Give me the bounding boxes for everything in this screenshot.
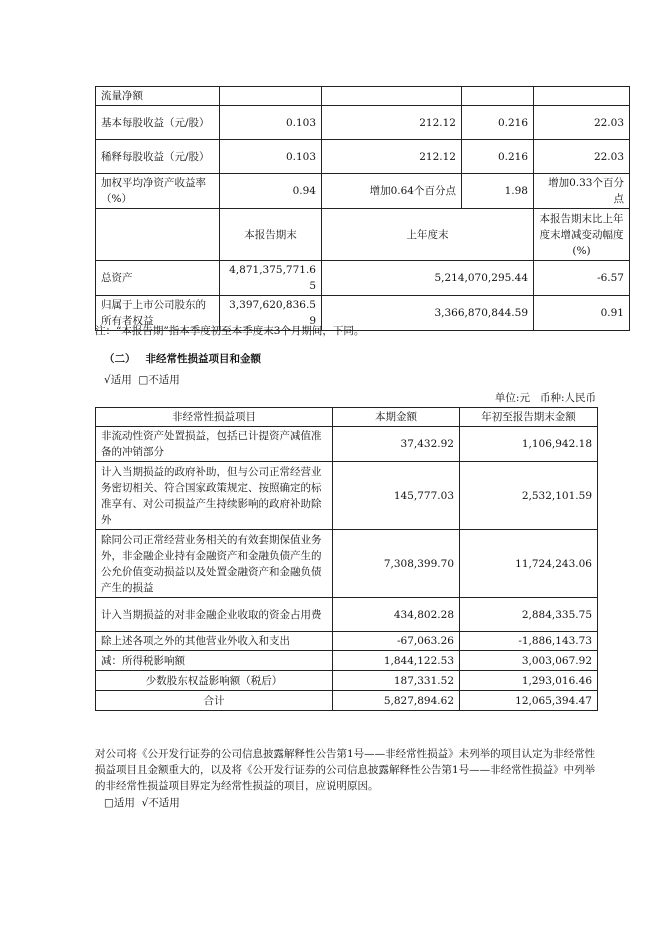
table-cell: 3,397,620,836.59	[220, 296, 322, 331]
current-cell: -67,063.26	[333, 632, 460, 651]
table-cell: 0.216	[462, 106, 534, 140]
check-mark-icon: √	[104, 374, 111, 386]
current-cell: 187,331.52	[333, 671, 460, 691]
table-cell: 0.91	[534, 296, 630, 331]
item-cell: 减：所得税影响额	[96, 651, 333, 671]
table-row	[96, 651, 598, 671]
check-mark-icon: √	[141, 797, 149, 809]
ytd-cell: 1,293,016.46	[460, 671, 598, 691]
current-cell: 1,844,122.53	[333, 651, 460, 671]
table-cell	[322, 87, 462, 106]
section-title	[104, 351, 261, 367]
ytd-cell: -1,886,143.73	[460, 632, 598, 651]
ytd-cell: 11,724,243.06	[460, 530, 598, 598]
table-cell: 212.12	[322, 106, 462, 140]
col-header-item: 非经常性损益项目	[96, 408, 333, 427]
table-row	[96, 671, 598, 691]
table-row	[96, 530, 598, 598]
total-label-cell: 合计	[96, 691, 333, 711]
table-cell	[220, 87, 322, 106]
table-cell: 增加0.33个百分点	[534, 174, 630, 209]
table-row	[96, 598, 598, 632]
table-row	[96, 87, 630, 106]
col-header-prior-year-end: 上年度末	[322, 209, 534, 261]
table-row	[96, 427, 598, 462]
unit-currency-line: 单位:元 币种:人民币	[494, 392, 596, 404]
table-cell: 增加0.64个百分点	[322, 174, 462, 209]
explanation-paragraph: 对公司将《公开发行证券的公司信息披露解释性公告第1号——非经常性损益》未列举的项目认定为非经常性损益项目且金额重大的，以及将《公开发行证券的公司信息披露解释性公告第1号——非经常性损益》中列举的非经常性损益项目界定为经常性损益的项目，应说明原因。	[95, 748, 596, 792]
section-number: （二）	[104, 353, 136, 365]
row-label: 流量净额	[96, 87, 220, 106]
item-cell: 除上述各项之外的其他营业外收入和支出	[96, 632, 333, 651]
table-row	[96, 174, 630, 209]
table-cell: 3,366,870,844.59	[322, 296, 534, 331]
table-cell: -6.57	[534, 261, 630, 296]
empty-checkbox-icon: □	[138, 374, 149, 386]
table-note: 注：“本报告期”指本季度初至本季度末3个月期间，下同。	[95, 325, 365, 337]
table-header-row	[96, 408, 598, 427]
table-cell	[462, 87, 534, 106]
table-cell: 4,871,375,771.65	[220, 261, 322, 296]
ytd-cell: 3,003,067.92	[460, 651, 598, 671]
current-cell: 37,432.92	[333, 427, 460, 462]
ytd-cell: 2,532,101.59	[460, 462, 598, 530]
item-cell: 除同公司正常经营业务相关的有效套期保值业务外，非金融企业持有金融资产和金融负债产生的公允价值变动损益以及处置金融资产和金融负债产生的损益	[96, 530, 333, 598]
item-cell: 非流动性资产处置损益，包括已计提资产减值准备的冲销部分	[96, 427, 333, 462]
applicability-line	[104, 372, 180, 388]
empty-checkbox-icon: □	[104, 797, 114, 809]
item-cell: 计入当期损益的政府补助，但与公司正常经营业务密切相关、符合国家政策规定、按照确定的标准享有、对公司损益产生持续影响的政府补助除外	[96, 462, 333, 530]
applicability-line-2	[104, 795, 180, 811]
current-cell: 145,777.03	[333, 462, 460, 530]
table-row	[96, 462, 598, 530]
ytd-cell: 2,884,335.75	[460, 598, 598, 632]
current-cell: 7,308,399.70	[333, 530, 460, 598]
section-title-text: 非经常性损益项目和金额	[145, 353, 261, 365]
table-row	[96, 632, 598, 651]
applicable-label: 适用	[110, 374, 132, 386]
item-cell: 少数股东权益影响额（税后）	[96, 671, 333, 691]
non-recurring-items-table	[95, 407, 598, 711]
table-header-row	[96, 209, 630, 261]
total-current-cell: 5,827,894.62	[333, 691, 460, 711]
table-cell: 0.103	[220, 140, 322, 174]
col-header-change: 本报告期末比上年度末增减变动幅度(%)	[534, 209, 630, 261]
row-label: 基本每股收益（元/股）	[96, 106, 220, 140]
table-cell: 0.103	[220, 106, 322, 140]
table-cell: 0.94	[220, 174, 322, 209]
table-row	[96, 106, 630, 140]
financial-indicators-table	[95, 86, 630, 331]
total-ytd-cell: 12,065,394.47	[460, 691, 598, 711]
current-cell: 434,802.28	[333, 598, 460, 632]
table-row	[96, 140, 630, 174]
col-header-period-end: 本报告期末	[220, 209, 322, 261]
ytd-cell: 1,106,942.18	[460, 427, 598, 462]
row-label: 总资产	[96, 261, 220, 296]
not-applicable-label: 不适用	[148, 797, 180, 809]
table-cell: 0.216	[462, 140, 534, 174]
row-label: 稀释每股收益（元/股）	[96, 140, 220, 174]
applicable-label: 适用	[113, 797, 135, 809]
row-label: 归属于上市公司股东的所有者权益	[96, 296, 220, 331]
table-cell	[534, 87, 630, 106]
col-header-current: 本期金额	[333, 408, 460, 427]
table-cell: 22.03	[534, 140, 630, 174]
col-header-ytd: 年初至报告期末金额	[460, 408, 598, 427]
total-row	[96, 691, 598, 711]
table-cell: 212.12	[322, 140, 462, 174]
table-row	[96, 261, 630, 296]
not-applicable-label: 不适用	[148, 374, 180, 386]
table-cell: 5,214,070,295.44	[322, 261, 534, 296]
item-cell: 计入当期损益的对非金融企业收取的资金占用费	[96, 598, 333, 632]
table-cell: 22.03	[534, 106, 630, 140]
table-cell: 1.98	[462, 174, 534, 209]
empty-header-cell	[96, 209, 220, 261]
row-label: 加权平均净资产收益率（%）	[96, 174, 220, 209]
